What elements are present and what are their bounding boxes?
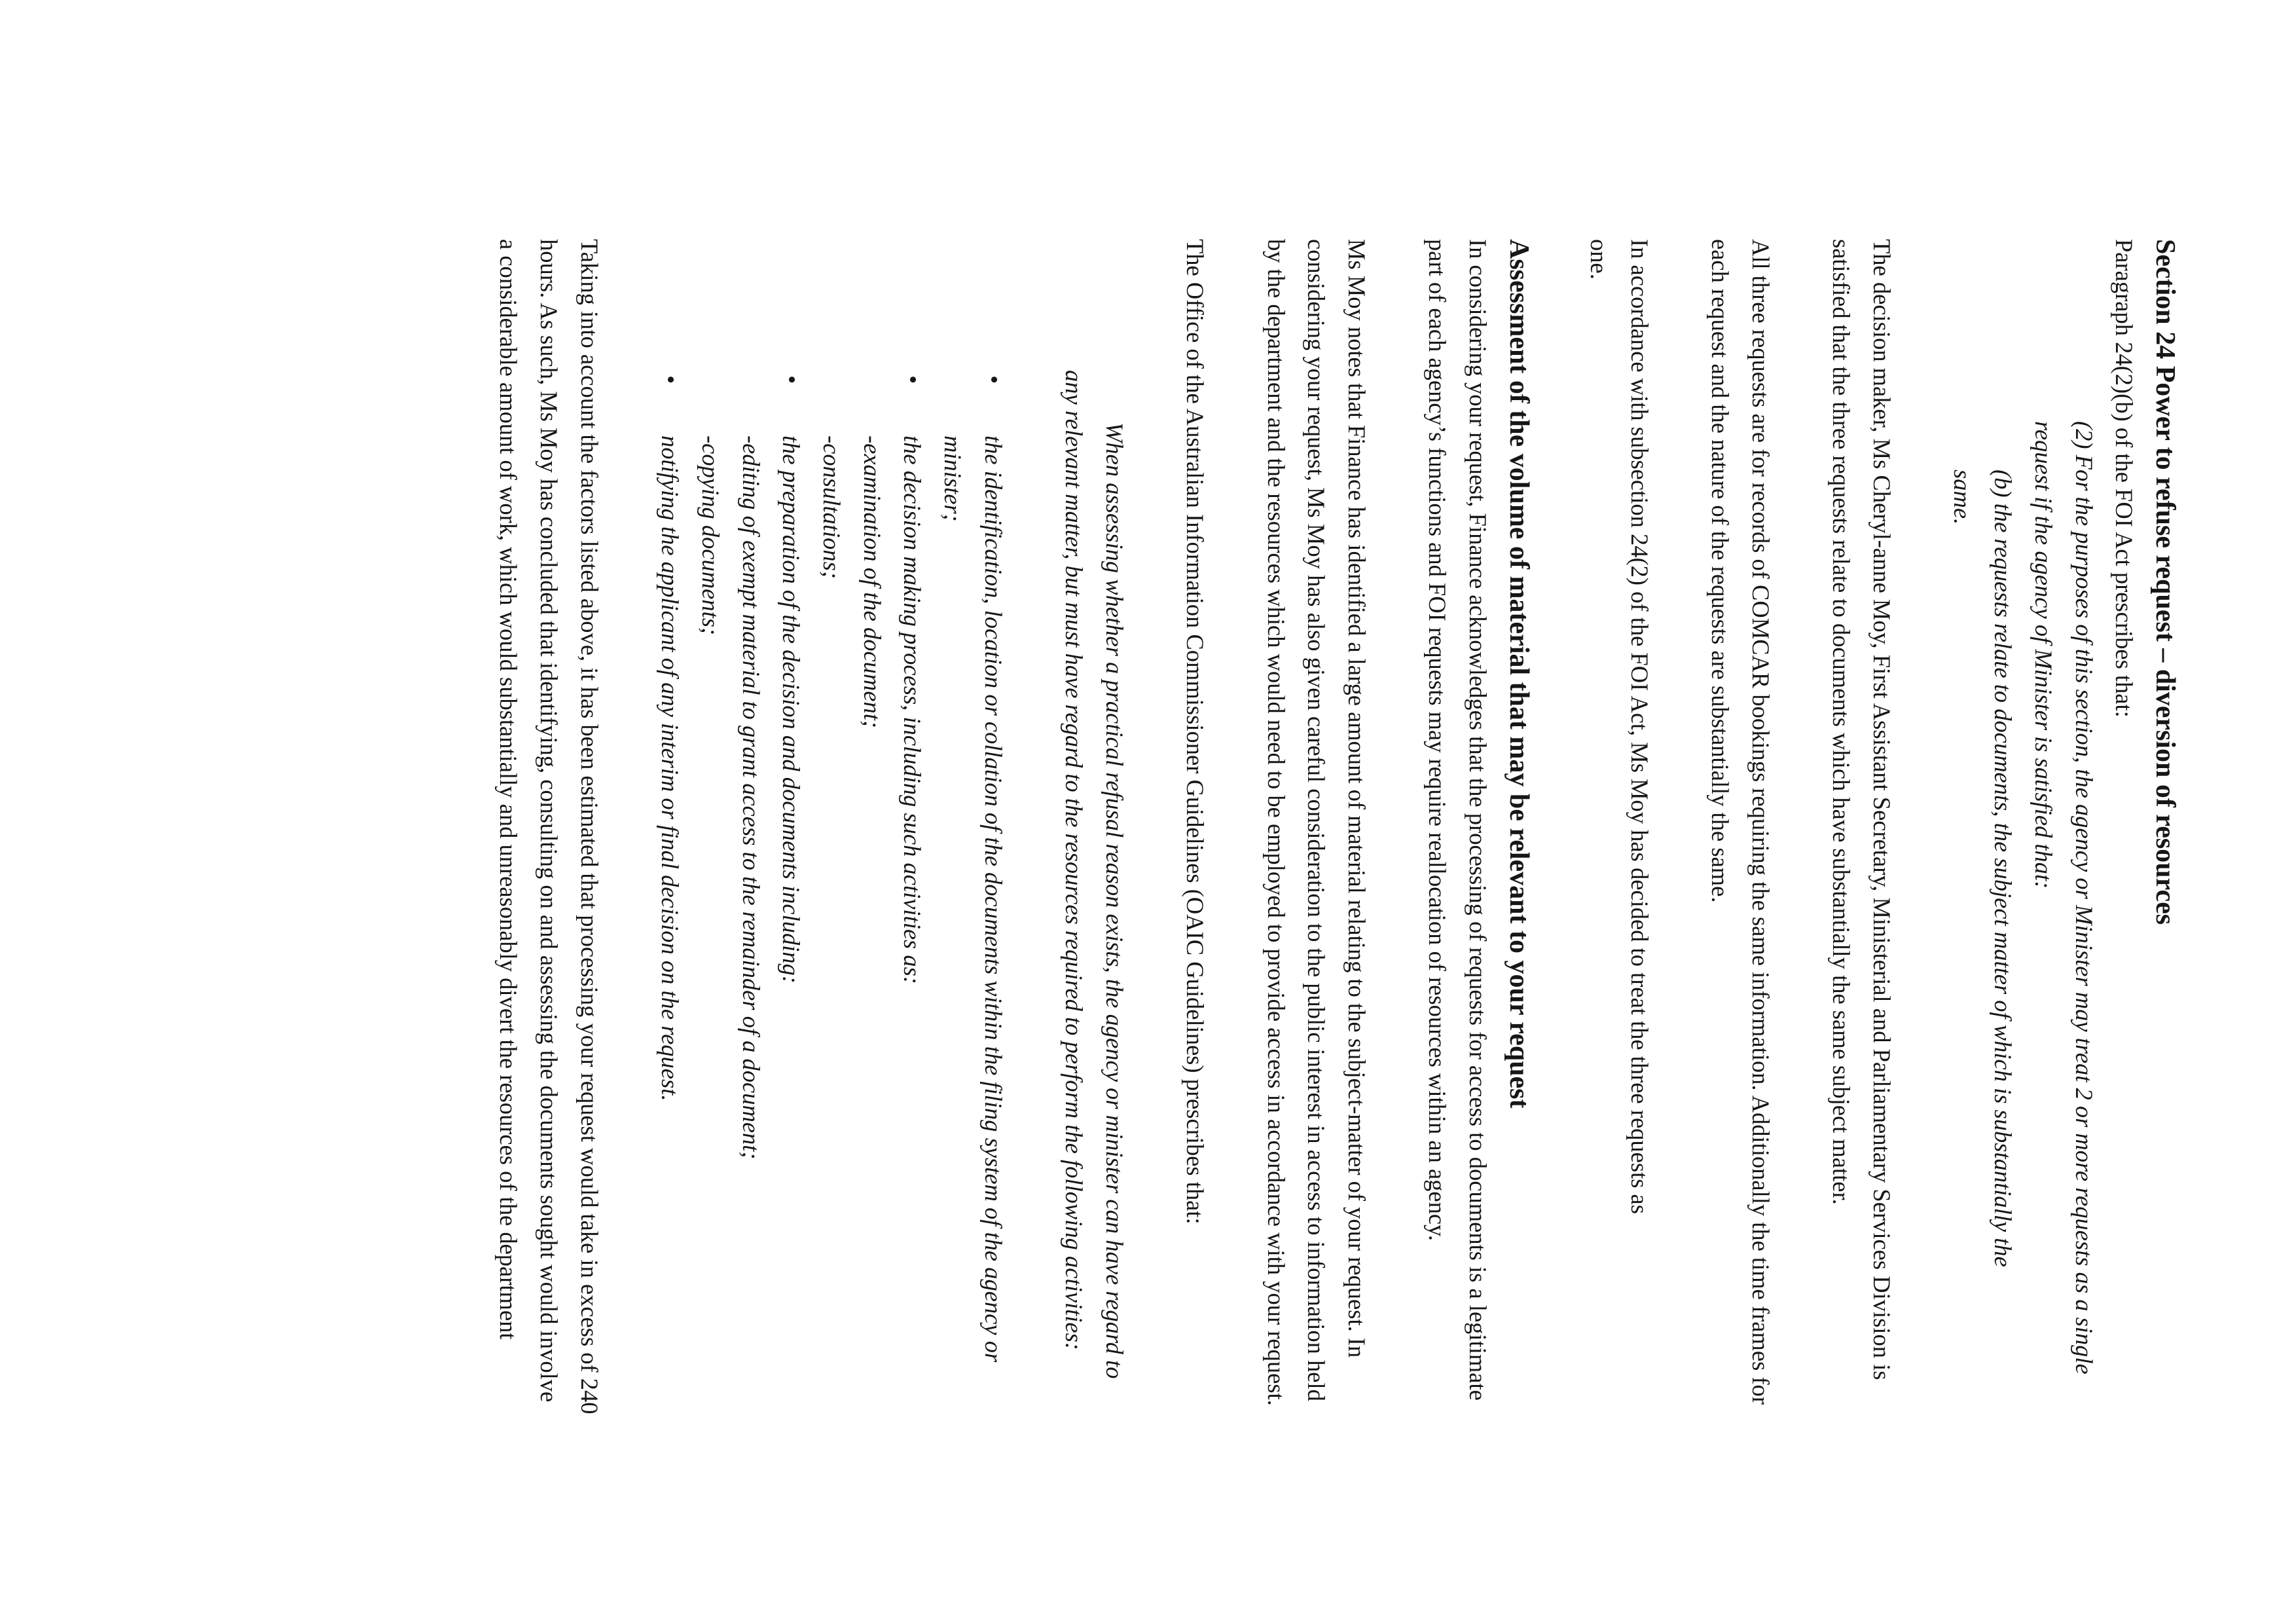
list-item xyxy=(811,375,932,1418)
section-24-quote xyxy=(1942,239,2104,1418)
list-item-subpoint: -examination of the document; xyxy=(858,435,886,729)
list-item-text: the preparation of the decision and documents including: xyxy=(778,435,805,984)
list-item xyxy=(932,375,1013,1418)
activities-list xyxy=(649,239,1013,1418)
bullet-icon: • xyxy=(979,375,1008,384)
list-item xyxy=(649,375,690,1418)
quote-subsection-2: (2) For the purposes of this section, the agency or Minister may treat 2 or more requests as a single request if the agency of Minister is satisfied that: xyxy=(2030,421,2098,1375)
oaic-quote xyxy=(1053,239,1134,1418)
list-item-text: the identification, location or collation of the documents within the filing system of the agency or minister; xyxy=(939,435,1007,1363)
paragraph-moy-notes: Ms Moy notes that Finance has identified a large amount of material relating to the subject-matter of your request. In considering your request, Ms Moy has also given careful consideration to the public interest in access to information held by the department and the resources which would need to be employed to provide access in accordance with your request. xyxy=(1262,239,1371,1406)
document-body xyxy=(488,239,2185,1418)
oaic-quote-text: When assessing whether a practical refusal reason exists, the agency or minister can have regard to any relevant matter, but must have regard to the resources required to perform the following activities: xyxy=(1061,370,1128,1379)
paragraph-three-requests: All three requests are for records of COMCAR bookings requiring the same information. Additionally the time frames for each request and the nature of the requests are substantially the same. xyxy=(1707,239,1774,1405)
list-item-subpoint: -editing of exempt material to grant access to the remainder of a document; xyxy=(737,435,765,1160)
bullet-icon: • xyxy=(657,375,685,384)
quote-paragraph-b: (b) the requests relate to documents, the subject matter of which is substantially the same. xyxy=(1949,470,2017,1267)
assessment-heading: Assessment of the volume of material that may be relevant to your request xyxy=(1503,239,1534,1109)
list-item-text: the decision making process, including such activities as: xyxy=(899,435,926,984)
paragraph-taking-into-account: Taking into account the factors listed above, it has been estimated that processing your request would take in excess of 240 hours. As such, Ms Moy has concluded that identifying, consulting on and assessing the documents sought would involve a considerable amount of work, which would substantially and unreasonably divert the resources of the department xyxy=(495,239,603,1414)
list-item xyxy=(690,375,811,1418)
bullet-icon: • xyxy=(899,375,927,384)
bullet-icon: • xyxy=(778,375,806,384)
paragraph-decision-maker: The decision maker, Ms Cheryl-anne Moy, First Assistant Secretary, Ministerial and Parliamentary Services Division is satisfied that the three requests relate to documents which have substantially the same subject matter. xyxy=(1828,239,1896,1380)
section-24-intro: Paragraph 24(2)(b) of the FOI Act prescribes that: xyxy=(2111,239,2138,718)
paragraph-accordance: In accordance with subsection 24(2) of the FOI Act, Ms Moy has decided to treat the three requests as one. xyxy=(1586,239,1653,1214)
section-24-heading: Section 24 Power to refuse request – diversion of resources xyxy=(2150,239,2180,925)
paragraph-considering: In considering your request, Finance acknowledges that the processing of requests for access to documents is a legitimate part of each agency’s functions and FOI requests may require reallocation of resources within an agency. xyxy=(1424,239,1492,1401)
list-item-text: notifying the applicant of any interim or final decision on the request. xyxy=(657,435,684,1101)
list-item-subpoint: -consultations; xyxy=(818,435,845,579)
list-item-subpoint: -copying documents; xyxy=(697,435,724,636)
paragraph-oaic-guidelines: The Office of the Australian Information Commissioner Guidelines (OAIC Guidelines) prescribes that: xyxy=(1182,239,1209,1225)
